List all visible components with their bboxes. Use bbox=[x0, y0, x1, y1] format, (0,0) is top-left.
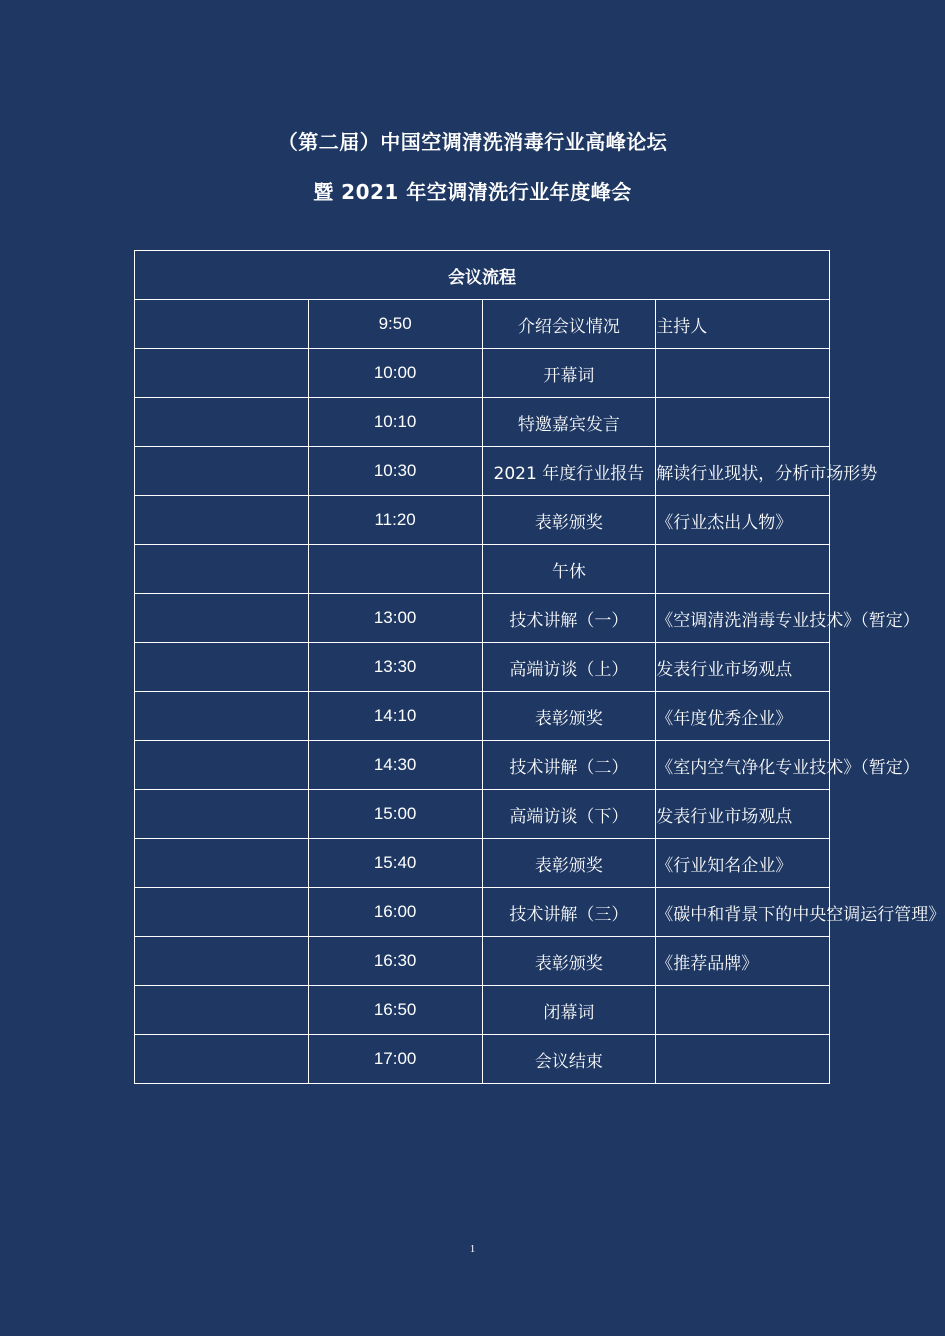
row-index-cell bbox=[135, 447, 309, 496]
document-title: （第二届）中国空调清洗消毒行业高峰论坛 bbox=[277, 130, 668, 154]
table-row bbox=[135, 643, 830, 692]
row-index-cell bbox=[135, 496, 309, 545]
table-row bbox=[135, 741, 830, 790]
item-cell: 技术讲解（一） bbox=[482, 594, 656, 643]
time-cell: 16:30 bbox=[308, 937, 482, 986]
table-row bbox=[135, 447, 830, 496]
time-cell: 10:00 bbox=[308, 349, 482, 398]
time-cell: 10:30 bbox=[308, 447, 482, 496]
item-cell: 技术讲解（三） bbox=[482, 888, 656, 937]
row-index-cell bbox=[135, 594, 309, 643]
time-cell: 10:10 bbox=[308, 398, 482, 447]
item-cell: 高端访谈（上） bbox=[482, 643, 656, 692]
table-row bbox=[135, 888, 830, 937]
row-index-cell bbox=[135, 1035, 309, 1084]
detail-cell: 发表行业市场观点 bbox=[656, 790, 830, 839]
detail-cell: 《行业杰出人物》 bbox=[656, 496, 830, 545]
table-row bbox=[135, 937, 830, 986]
item-cell: 开幕词 bbox=[482, 349, 656, 398]
row-index-cell bbox=[135, 888, 309, 937]
detail-cell: 主持人 bbox=[656, 300, 830, 349]
table-row bbox=[135, 300, 830, 349]
row-index-cell bbox=[135, 986, 309, 1035]
item-cell: 会议结束 bbox=[482, 1035, 656, 1084]
item-cell: 表彰颁奖 bbox=[482, 496, 656, 545]
table-row bbox=[135, 692, 830, 741]
time-cell bbox=[308, 545, 482, 594]
table-row bbox=[135, 496, 830, 545]
item-cell: 介绍会议情况 bbox=[482, 300, 656, 349]
detail-cell: 《推荐品牌》 bbox=[656, 937, 830, 986]
detail-cell: 《年度优秀企业》 bbox=[656, 692, 830, 741]
time-cell: 16:50 bbox=[308, 986, 482, 1035]
time-cell: 17:00 bbox=[308, 1035, 482, 1084]
detail-cell bbox=[656, 349, 830, 398]
table-row bbox=[135, 594, 830, 643]
item-cell: 表彰颁奖 bbox=[482, 839, 656, 888]
table-row bbox=[135, 398, 830, 447]
row-index-cell bbox=[135, 741, 309, 790]
item-cell: 技术讲解（二） bbox=[482, 741, 656, 790]
detail-cell: 《行业知名企业》 bbox=[656, 839, 830, 888]
detail-cell: 《室内空气净化专业技术》（暂定） bbox=[656, 741, 830, 790]
time-cell: 13:00 bbox=[308, 594, 482, 643]
time-cell: 15:40 bbox=[308, 839, 482, 888]
document-subtitle: 暨 2021 年空调清洗行业年度峰会 bbox=[313, 180, 632, 204]
detail-cell: 《碳中和背景下的中央空调运行管理》 bbox=[656, 888, 830, 937]
item-cell: 特邀嘉宾发言 bbox=[482, 398, 656, 447]
detail-cell bbox=[656, 1035, 830, 1084]
row-index-cell bbox=[135, 692, 309, 741]
table-row bbox=[135, 349, 830, 398]
detail-cell bbox=[656, 986, 830, 1035]
item-cell: 表彰颁奖 bbox=[482, 937, 656, 986]
row-index-cell bbox=[135, 790, 309, 839]
detail-cell: 解读行业现状，分析市场形势 bbox=[656, 447, 830, 496]
table-row bbox=[135, 986, 830, 1035]
time-cell: 13:30 bbox=[308, 643, 482, 692]
agenda-table bbox=[134, 250, 945, 1084]
table-row bbox=[135, 545, 830, 594]
time-cell: 16:00 bbox=[308, 888, 482, 937]
item-cell: 表彰颁奖 bbox=[482, 692, 656, 741]
time-cell: 11:20 bbox=[308, 496, 482, 545]
time-cell: 9:50 bbox=[308, 300, 482, 349]
row-index-cell bbox=[135, 643, 309, 692]
table-row bbox=[135, 1035, 830, 1084]
item-cell: 高端访谈（下） bbox=[482, 790, 656, 839]
item-cell: 午休 bbox=[482, 545, 656, 594]
row-index-cell bbox=[135, 545, 309, 594]
page-number: 1 bbox=[469, 1243, 476, 1255]
time-cell: 14:10 bbox=[308, 692, 482, 741]
agenda-header: 会议流程 bbox=[135, 251, 830, 300]
row-index-cell bbox=[135, 398, 309, 447]
item-cell: 闭幕词 bbox=[482, 986, 656, 1035]
table-row bbox=[135, 790, 830, 839]
detail-cell: 《空调清洗消毒专业技术》（暂定） bbox=[656, 594, 830, 643]
agenda-header-row bbox=[135, 251, 830, 300]
item-cell: 2021 年度行业报告 bbox=[482, 447, 656, 496]
row-index-cell bbox=[135, 349, 309, 398]
detail-cell: 发表行业市场观点 bbox=[656, 643, 830, 692]
row-index-cell bbox=[135, 839, 309, 888]
table-row bbox=[135, 839, 830, 888]
detail-cell bbox=[656, 545, 830, 594]
detail-cell bbox=[656, 398, 830, 447]
row-index-cell bbox=[135, 300, 309, 349]
time-cell: 14:30 bbox=[308, 741, 482, 790]
time-cell: 15:00 bbox=[308, 790, 482, 839]
row-index-cell bbox=[135, 937, 309, 986]
